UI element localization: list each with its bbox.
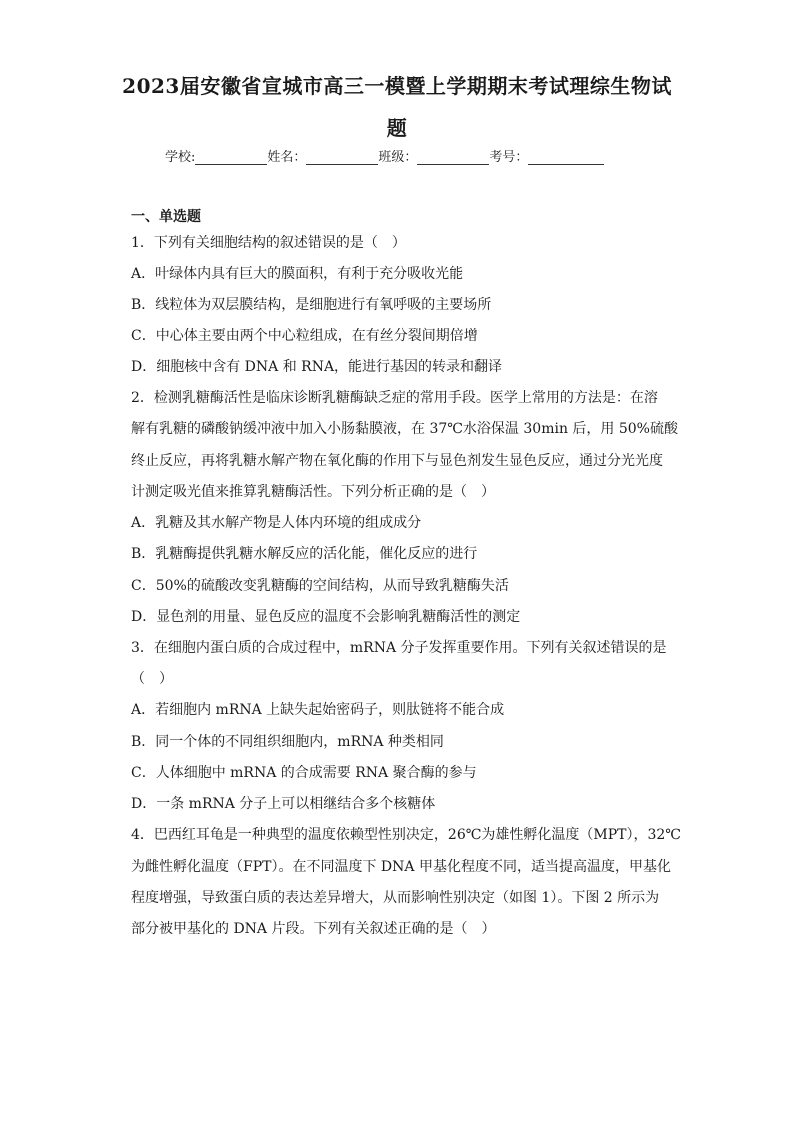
question-line: C．人体细胞中 mRNA 的合成需要 RNA 聚合酶的参与 [131, 765, 477, 781]
question-line: 3．在细胞内蛋白质的合成过程中，mRNA 分子发挥重要作用。下列有关叙述错误的是 [131, 640, 667, 656]
question-line: 计测定吸光值来推算乳糖酶活性。下列分析正确的是（ ） [131, 484, 495, 500]
question-line: D．一条 mRNA 分子上可以相继结合多个核糖体 [131, 796, 436, 812]
question-line: D．细胞核中含有 DNA 和 RNA，能进行基因的转录和翻译 [131, 359, 503, 375]
question-line: 解有乳糖的磷酸钠缓冲液中加入小肠黏膜液，在 37℃水浴保温 30min 后，用 50%硫酸 [131, 421, 678, 437]
question-line: B．乳糖酶提供乳糖水解反应的活化能，催化反应的进行 [131, 546, 478, 562]
section-title: 一、单选题 [131, 209, 201, 225]
question-line: D．显色剂的用量、显色反应的温度不会影响乳糖酶活性的测定 [131, 609, 521, 625]
question-line: 2．检测乳糖酶活性是临床诊断乳糖酶缺乏症的常用手段。医学上常用的方法是：在溶 [131, 390, 658, 406]
class-label: 班级： [378, 150, 418, 165]
question-line: B．线粒体为双层膜结构，是细胞进行有氧呼吸的主要场所 [131, 297, 492, 313]
student-info [165, 146, 604, 165]
question-line: 为雌性孵化温度（FPT）。在不同温度下 DNA 甲基化程度不同，适当提高温度，甲基化 [131, 859, 671, 875]
question-line: 程度增强，导致蛋白质的表达差异增大，从而影响性别决定（如图 1）。下图 2 所示为 [131, 890, 660, 906]
question-line: 部分被甲基化的 DNA 片段。下列有关叙述正确的是（ ） [131, 921, 496, 937]
question-line: A．叶绿体内具有巨大的膜面积，有利于充分吸收光能 [131, 266, 464, 282]
number-label: 考号： [489, 150, 529, 165]
school-label: 学校: [165, 150, 196, 165]
name-blank [306, 150, 378, 165]
question-line: A．若细胞内 mRNA 上缺失起始密码子，则肽链将不能合成 [131, 702, 505, 718]
number-blank [528, 150, 604, 165]
class-blank [417, 150, 489, 165]
question-line: C．中心体主要由两个中心粒组成，在有丝分裂间期倍增 [131, 328, 478, 344]
question-line: C．50%的硫酸改变乳糖酶的空间结构，从而导致乳糖酶失活 [131, 578, 509, 594]
question-line: A．乳糖及其水解产物是人体内环境的组成成分 [131, 515, 422, 531]
question-line: （ ） [131, 671, 173, 687]
page-title-line1: 2023届安徽省宣城市高三一模暨上学期期末考试理综生物试 [122, 74, 672, 98]
question-line: 1．下列有关细胞结构的叙述错误的是（ ） [131, 235, 406, 251]
question-line: B．同一个体的不同组织细胞内，mRNA 种类相同 [131, 734, 444, 750]
question-line: 终止反应，再将乳糖水解产物在氧化酶的作用下与显色剂发生显色反应，通过分光光度 [131, 453, 663, 469]
page-title-line2: 题 [386, 116, 408, 140]
question-line: 4．巴西红耳龟是一种典型的温度依赖型性别决定，26℃为雄性孵化温度（MPT），32℃ [131, 827, 681, 843]
school-blank [195, 150, 267, 165]
name-label: 姓名： [267, 150, 307, 165]
